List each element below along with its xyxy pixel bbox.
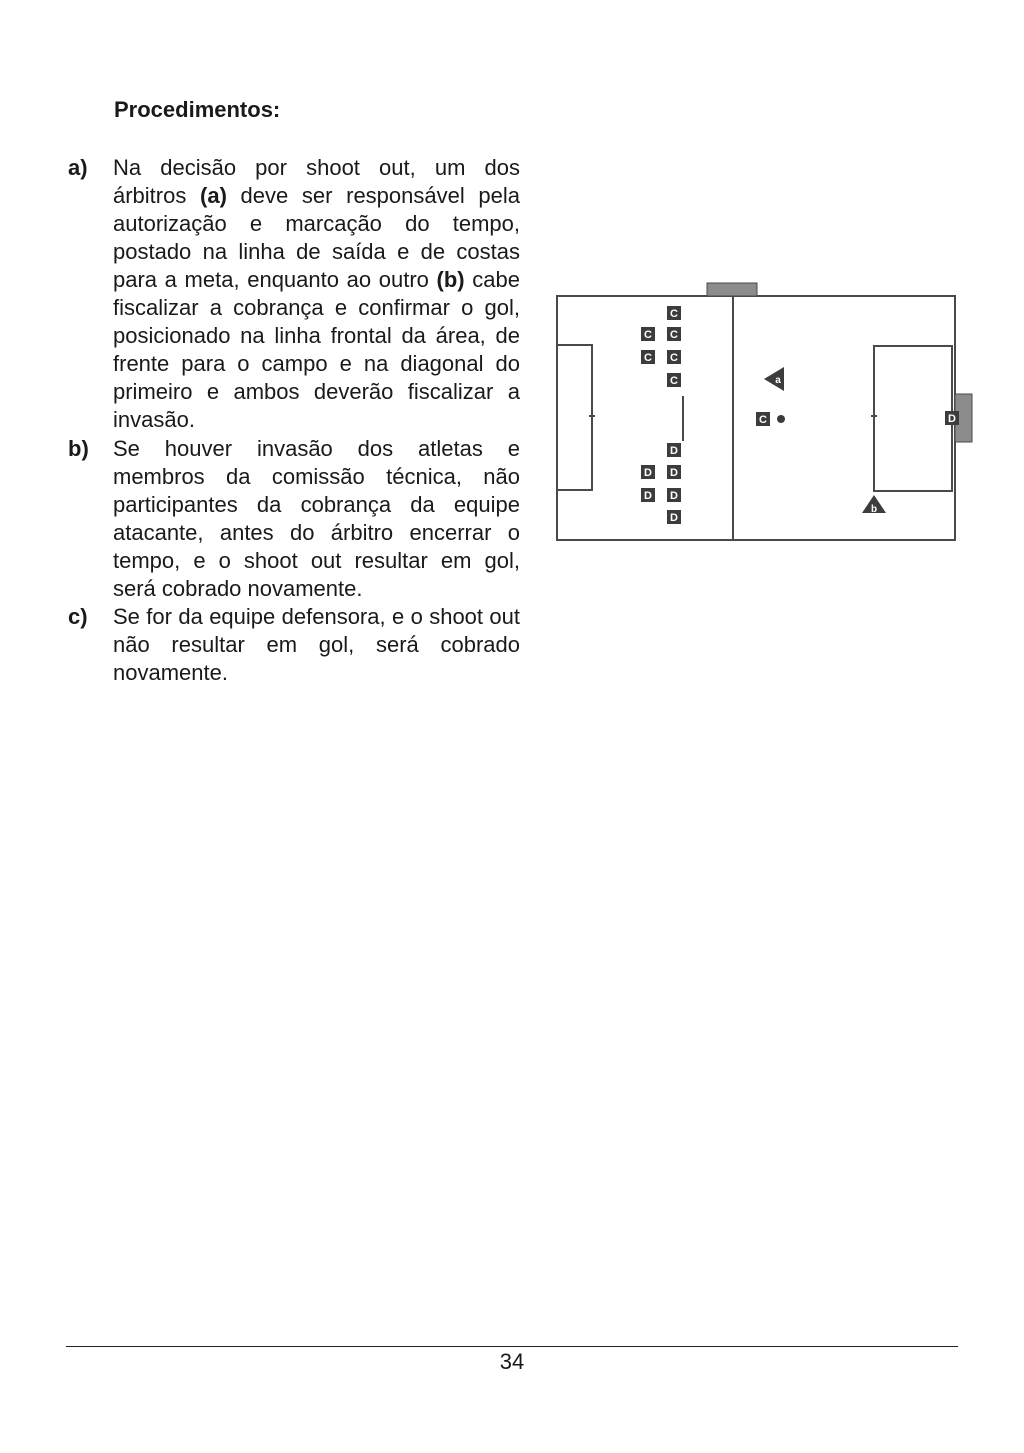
goalkeeper-marker <box>945 411 959 425</box>
svg-text:C: C <box>670 308 678 320</box>
svg-text:D: D <box>644 490 652 502</box>
defender-marker <box>667 443 681 457</box>
text-run: Se for da equipe defensora, e o shoot out não resultar em gol, será cobrado novamente. <box>113 604 520 685</box>
right-penalty-area <box>874 346 952 491</box>
svg-text:C: C <box>670 329 678 341</box>
list-item-text <box>113 603 520 687</box>
svg-text:D: D <box>644 467 652 479</box>
top-goal <box>707 283 757 296</box>
referee-reference: (b) <box>436 267 465 292</box>
list-marker: b) <box>68 436 89 461</box>
list-marker: a) <box>68 155 88 180</box>
svg-text:D: D <box>948 413 956 425</box>
text-run: Na decisão por shoot out, um dos árbitros <box>113 155 520 208</box>
left-penalty-area <box>557 345 592 490</box>
text-run: cabe fiscalizar a cobrança e confirmar o gol, posicionado na linha frontal da área, de frente para o campo e na diagonal do primeiro e ambos deverão fiscalizar a invasão. <box>113 267 520 432</box>
attacker-marker <box>667 350 681 364</box>
text-run: Se houver invasão dos atletas e membros da comissão técnica, não participantes da cobrança da equipe atacante, antes do árbitro encerrar o tempo, e o shoot out resultar em gol, será cobrado novamente. <box>113 436 520 601</box>
svg-text:C: C <box>644 352 652 364</box>
defender-marker <box>641 465 655 479</box>
defender-marker <box>667 488 681 502</box>
defender-marker <box>667 510 681 524</box>
attacker-marker <box>667 327 681 341</box>
page-number: 34 <box>499 1349 525 1374</box>
shoot-out-field-diagram <box>550 270 980 560</box>
attacker-marker <box>641 350 655 364</box>
list-item-b <box>68 435 520 603</box>
attacker-marker <box>641 327 655 341</box>
list-item-text <box>113 435 520 603</box>
attacker-marker <box>667 306 681 320</box>
defender-marker <box>641 488 655 502</box>
svg-text:C: C <box>759 414 767 426</box>
svg-text:C: C <box>670 375 678 387</box>
list-marker: c) <box>68 604 88 629</box>
shooter-marker <box>756 412 770 426</box>
referee-b-marker <box>862 495 886 515</box>
defender-marker <box>667 465 681 479</box>
referee-a-marker <box>764 367 784 391</box>
svg-text:D: D <box>670 512 678 524</box>
svg-text:D: D <box>670 445 678 457</box>
list-item-text <box>113 154 520 434</box>
list-item-c <box>68 603 520 687</box>
svg-text:D: D <box>670 467 678 479</box>
svg-text:C: C <box>644 329 652 341</box>
ball <box>777 415 785 423</box>
referee-reference: (a) <box>200 183 227 208</box>
text-run: deve ser responsável pela autorização e marcação do tempo, postado na linha de saída e de costas para a meta, enquanto ao outro <box>113 183 520 292</box>
section-heading: Procedimentos: <box>114 97 281 122</box>
svg-text:b: b <box>870 504 878 515</box>
svg-text:C: C <box>670 352 678 364</box>
svg-text:a: a <box>775 375 781 386</box>
footer-rule <box>66 1346 958 1347</box>
svg-text:D: D <box>670 490 678 502</box>
list-item-a <box>68 154 520 434</box>
attacker-marker <box>667 373 681 387</box>
